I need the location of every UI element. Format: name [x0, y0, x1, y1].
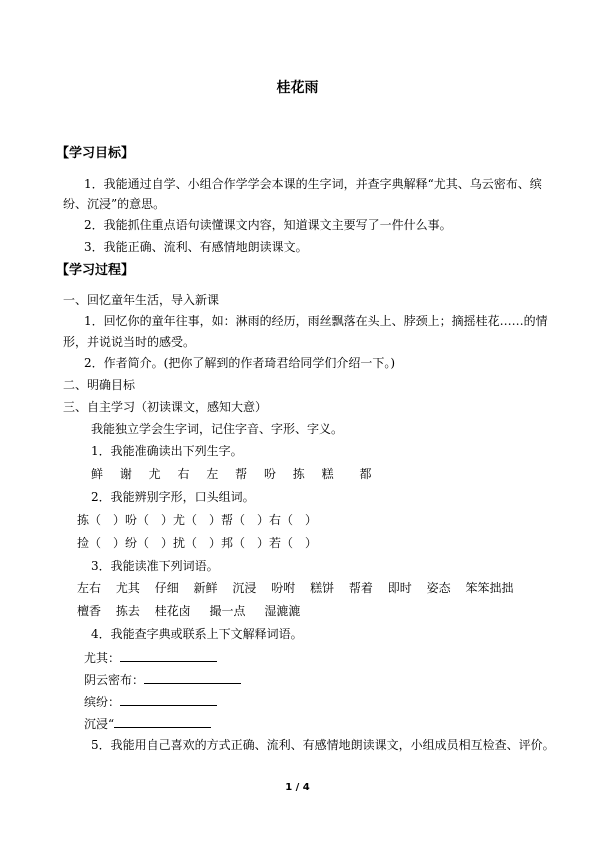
define-label: 尤其：	[84, 651, 121, 665]
goals-header: 【学习目标】	[56, 146, 135, 161]
char-item: 糕	[321, 467, 334, 481]
char-item: 左	[206, 467, 219, 481]
goal-3: 3．我能正确、流利、有感情地朗读课文。	[84, 240, 308, 254]
word-item: 即时	[387, 581, 412, 595]
part3-heading: 三、自主学习（初读课文，感知大意）	[63, 400, 268, 414]
task2: 2．我能辨别字形，口头组词。	[91, 490, 255, 504]
define-label: 阴云密布：	[84, 673, 145, 687]
char-item: 谢	[119, 467, 132, 481]
part1-line1: 1．回忆你的童年往事，如：淋雨的经历，雨丝飘落在头上、脖颈上；摘摇桂花……的情	[84, 314, 548, 328]
word-item: 笨笨拙拙	[465, 581, 514, 595]
task4: 4．我能查字典或联系上下文解释词语。	[91, 627, 303, 641]
define-row	[84, 672, 241, 687]
define-row	[84, 716, 211, 731]
word-item: 湿漉漉	[264, 604, 301, 618]
page-title: 桂花雨	[276, 80, 319, 96]
word-item: 拣去	[115, 604, 140, 618]
part1-line3: 2．作者简介。(把你了解到的作者琦君给同学们介绍一下。)	[84, 356, 396, 370]
task5: 5．我能用自己喜欢的方式正确、流利、有感情地朗读课文，小组成员相互检查、评价。	[91, 738, 555, 752]
part3-intro: 我能独立学会生字词，记住字音、字形、字义。	[91, 422, 344, 436]
word-item: 帮着	[348, 581, 373, 595]
char-item: 右	[177, 467, 190, 481]
answer-blank[interactable]	[114, 716, 211, 728]
word-item: 糕饼	[310, 581, 335, 595]
word-item: 桂花卤	[154, 604, 191, 618]
word-item: 姿态	[426, 581, 451, 595]
char-list	[91, 467, 371, 481]
word-item: 吩咐	[271, 581, 296, 595]
word-item: 沉浸	[232, 581, 257, 595]
pairs-row-2: 捡（ ）纷（ ）扰（ ）邦（ ）若（ ）	[77, 536, 318, 550]
goal-1-cont: 纷、沉浸”的意思。	[63, 197, 166, 211]
define-row	[84, 650, 217, 665]
word-item: 左右	[77, 581, 102, 595]
task1: 1．我能准确读出下列生字。	[91, 444, 243, 458]
part1-heading: 一、回忆童年生活，导入新课	[63, 293, 220, 307]
answer-blank[interactable]	[144, 672, 241, 684]
word-item: 仔细	[154, 581, 179, 595]
answer-blank[interactable]	[120, 650, 217, 662]
words-row-2	[77, 604, 300, 618]
word-item: 尤其	[115, 581, 140, 595]
part1-line2: 形，并说说当时的感受。	[63, 335, 196, 349]
word-item: 新鲜	[193, 581, 218, 595]
task3: 3．我能读准下列词语。	[91, 559, 219, 573]
char-item: 拣	[292, 467, 305, 481]
define-label: 沉浸“	[84, 717, 115, 731]
words-row-1	[77, 581, 513, 595]
answer-blank[interactable]	[120, 694, 217, 706]
char-item: 都	[359, 467, 372, 481]
goal-2: 2．我能抓住重点语句读懂课文内容，知道课文主要写了一件什么事。	[84, 218, 452, 232]
word-item: 檀香	[77, 604, 102, 618]
char-item: 鲜	[91, 467, 104, 481]
define-label: 缤纷：	[84, 695, 121, 709]
process-header: 【学习过程】	[56, 263, 135, 278]
goal-1: 1．我能通过自学、小组合作学学会本课的生字词，并查字典解释“尤其、乌云密布、缤	[84, 177, 542, 191]
char-item: 帮	[235, 467, 248, 481]
word-item: 撮一点	[209, 604, 246, 618]
char-item: 尤	[148, 467, 161, 481]
define-row	[84, 694, 217, 709]
pairs-row-1: 拣（ ）吩（ ）尤（ ）帮（ ）右（ ）	[77, 513, 318, 527]
char-item: 吩	[263, 467, 276, 481]
part2-heading: 二、明确目标	[63, 378, 136, 392]
page-number: 1 / 4	[285, 782, 310, 793]
